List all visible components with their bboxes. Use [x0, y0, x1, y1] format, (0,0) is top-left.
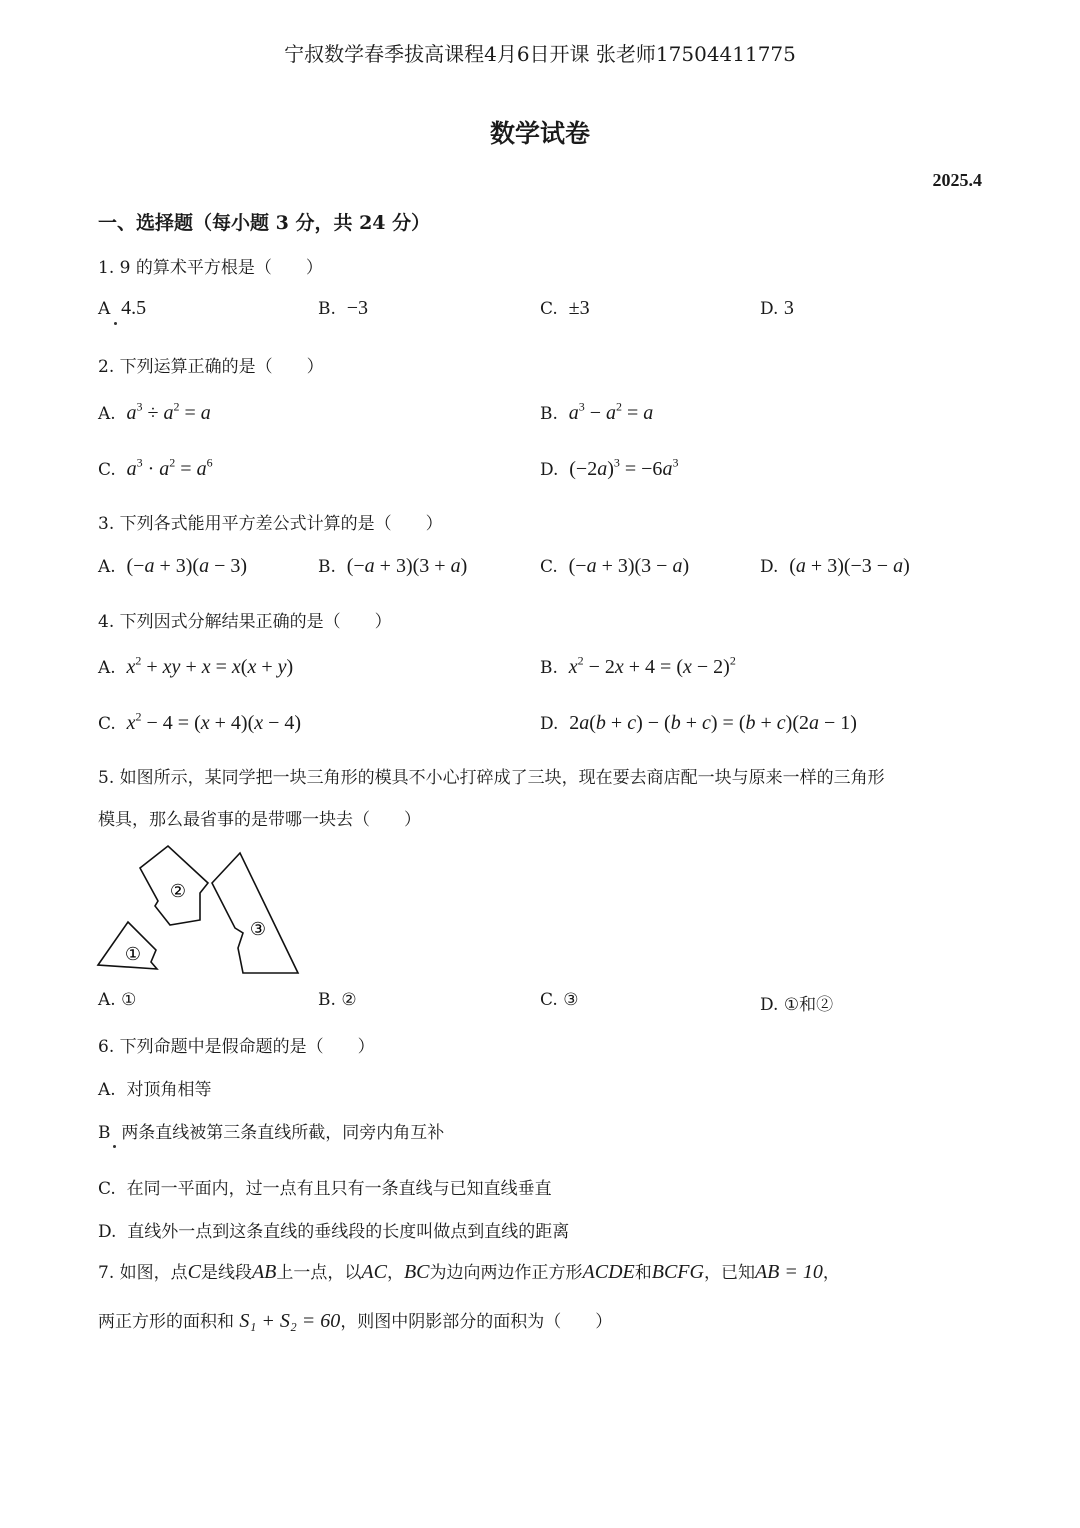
option-text: 两条直线被第三条直线所截，同旁内角互补 [121, 1123, 445, 1143]
q6-option-a [98, 1075, 212, 1100]
option-label: A. [98, 658, 116, 678]
q1-option-b [318, 297, 368, 320]
formula: $a^3 \div a^2 = a$ [126, 399, 211, 424]
q1-option-c [540, 297, 590, 320]
q7-text: 两正方形的面积和 [98, 1312, 234, 1332]
point-c: C [187, 1261, 201, 1283]
option-label: A. [98, 1080, 116, 1100]
q7-text: 为边向两边作正方形 [429, 1263, 583, 1283]
option-label: D. [760, 995, 779, 1015]
formula: (−a + 3)(3 + a) [346, 555, 468, 577]
q3-option-b [318, 555, 467, 578]
q3-option-a [98, 555, 247, 578]
formula: $x^2$ + xy + x = x(x + y) [126, 653, 294, 678]
formula: (−a + 3)(3 − a) [568, 555, 690, 577]
q4-option-c [98, 709, 302, 735]
question-1-stem: 1. 9 的算术平方根是（ ） [98, 258, 323, 278]
formula: $x^2 - 2x + 4 = (x - 2)^2$ [568, 653, 736, 678]
formula: (−a + 3)(a − 3) [126, 555, 248, 577]
square-acde: ACDE [582, 1261, 635, 1283]
q6-option-d [98, 1217, 569, 1242]
option-label: B. [540, 404, 558, 424]
mark-dot [113, 1145, 116, 1148]
option-label: A [98, 299, 111, 319]
q7-text: 7. 如图，点 [98, 1263, 188, 1283]
option-label: A. [98, 404, 116, 424]
mark-dot [114, 322, 117, 325]
q7-text: ， [386, 1263, 404, 1283]
q2-option-a [98, 399, 211, 425]
question-5-stem-line2: 模具，那么最省事的是带哪一块去（ ） [98, 810, 421, 830]
q7-equation-1: AB = 10 [754, 1261, 823, 1283]
option-label: D. [760, 557, 779, 577]
q3-option-d [760, 555, 910, 578]
option-text: ① [121, 990, 137, 1010]
q3-option-c [540, 555, 689, 578]
section-heading: 一、选择题（每小题 3 分，共 24 分） [98, 212, 431, 234]
option-text: 在同一平面内，过一点有且只有一条直线与已知直线垂直 [126, 1179, 552, 1199]
option-label: C. [98, 714, 116, 734]
q5-option-a [98, 990, 136, 1010]
q7-text: ， [822, 1263, 840, 1283]
question-2-stem: 2. 下列运算正确的是（ ） [98, 357, 324, 377]
q7-text: 和 [634, 1263, 652, 1283]
option-label: D. [98, 1222, 117, 1242]
broken-triangle-figure [90, 838, 310, 978]
q2-option-b [540, 399, 654, 425]
q7-text: ，已知 [703, 1263, 755, 1283]
segment-bc: BC [403, 1261, 430, 1283]
q4-option-d [540, 712, 857, 735]
option-text: 对顶角相等 [126, 1080, 212, 1100]
q1-option-a [98, 297, 146, 320]
option-text: 4.5 [121, 297, 147, 319]
q2-option-c [98, 455, 213, 481]
option-label: A. [98, 557, 116, 577]
q7-equation-2: S₁ + S₂ = 60 [239, 1310, 341, 1332]
segment-ac: AC [361, 1261, 387, 1283]
option-text: −3 [346, 297, 368, 319]
formula: $x^2 - 4 = (x + 4)(x - 4)$ [126, 709, 302, 734]
option-text: ② [341, 990, 357, 1010]
option-label: B. [318, 557, 336, 577]
question-4-stem: 4. 下列因式分解结果正确的是（ ） [98, 612, 392, 632]
q7-text: 是线段 [200, 1263, 252, 1283]
square-bcfg: BCFG [651, 1261, 704, 1283]
question-3-stem: 3. 下列各式能用平方差公式计算的是（ ） [98, 514, 443, 534]
q6-option-b [98, 1118, 444, 1143]
option-text: 直线外一点到这条直线的垂线段的长度叫做点到直线的距离 [127, 1222, 570, 1242]
formula: 2a(b + c) − (b + c) = (b + c)(2a − 1) [569, 712, 857, 734]
option-text: ±3 [568, 297, 590, 319]
question-7-line2 [98, 1307, 612, 1333]
q2-option-d [540, 455, 679, 481]
q7-text: ，则图中阴影部分的面积为（ ） [340, 1312, 613, 1332]
q6-option-c [98, 1174, 552, 1199]
option-label: C. [540, 299, 558, 319]
question-5-stem-line1: 5. 如图所示，某同学把一块三角形的模具不小心打碎成了三块，现在要去商店配一块与原来一样的三角形 [98, 768, 885, 788]
option-label: C. [98, 1179, 116, 1199]
exam-date: 2025.4 [932, 170, 982, 190]
q7-text: 上一点，以 [276, 1263, 362, 1283]
option-label: B. [540, 658, 558, 678]
q4-option-b [540, 653, 736, 679]
formula: (a + 3)(−3 − a) [789, 555, 910, 577]
option-label: D. [760, 299, 779, 319]
q5-option-c [540, 990, 578, 1010]
option-label: D. [540, 714, 559, 734]
question-6-stem: 6. 下列命题中是假命题的是（ ） [98, 1037, 375, 1057]
page-title: 数学试卷 [489, 119, 590, 148]
q5-option-b [318, 990, 357, 1010]
formula: $a^3 \cdot a^2 = a^6$ [126, 455, 213, 480]
piece-3-shape [212, 853, 298, 973]
piece-1-label: ① [124, 944, 142, 965]
option-label: A. [98, 990, 116, 1010]
segment-ab: AB [251, 1261, 277, 1283]
formula: $a^3 - a^2 = a$ [568, 399, 654, 424]
option-text: ③ [563, 990, 579, 1010]
formula: $(-2a)^3 = -6a^3$ [569, 455, 679, 480]
option-label: C. [540, 990, 558, 1010]
option-label: C. [540, 557, 558, 577]
piece-3-label: ③ [249, 919, 267, 940]
option-label: B [98, 1123, 111, 1143]
option-label: C. [98, 460, 116, 480]
question-7-line1 [98, 1258, 840, 1284]
option-label: D. [540, 460, 559, 480]
option-text: ①和② [783, 995, 834, 1015]
option-label: B. [318, 990, 336, 1010]
option-label: B. [318, 299, 336, 319]
q1-option-d [760, 297, 794, 320]
q4-option-a [98, 653, 294, 679]
q5-option-d [760, 990, 833, 1015]
promo-header: 宁叔数学春季拔高课程4月6日开课 张老师17504411775 [284, 42, 796, 66]
piece-2-label: ② [169, 881, 187, 902]
option-text: 3 [783, 297, 794, 319]
